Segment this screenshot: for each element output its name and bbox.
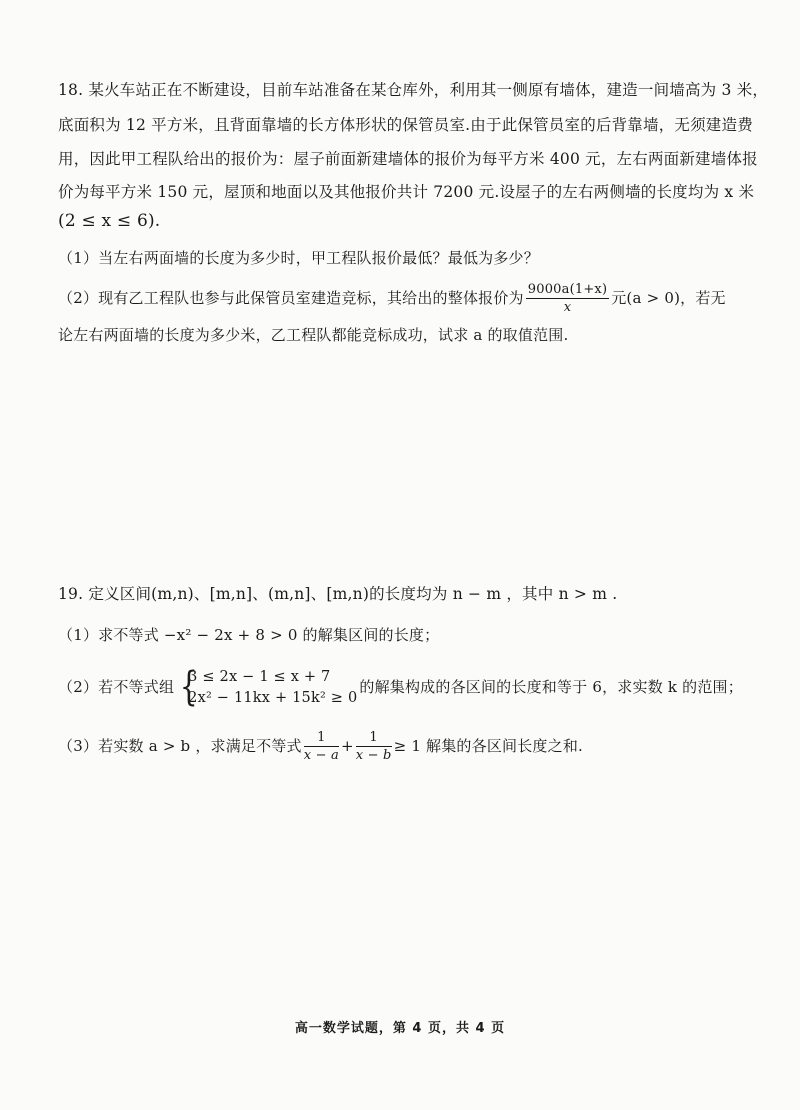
page-footer: 高一数学试题，第 4 页，共 4 页 xyxy=(294,1021,506,1036)
q19-part3-text-a: （3）若实数 a > b ，求满足不等式 xyxy=(58,737,302,755)
q18-line1: 18. 某火车站正在不断建设，目前车站准备在某仓库外，利用其一侧原有墙体，建造一间墙高为 3 米， xyxy=(58,81,769,99)
brace-symbol: { xyxy=(180,664,198,710)
q19-line1: 19. 定义区间(m,n)、[m,n]、(m,n]、[m,n)的长度均为 n − m ，其中 n > m . xyxy=(58,585,618,603)
q19-part3 xyxy=(58,730,583,764)
fraction-1-denominator: x − a xyxy=(303,748,339,763)
q19-part2-text-b: 的解集构成的各区间的长度和等于 6，求实数 k 的范围； xyxy=(359,678,743,696)
q18-line2: 底面积为 12 平方米，且背面靠墙的长方体形状的保管员室.由于此保管员室的后背靠墙，无须建造费 xyxy=(58,116,753,134)
q18-price-denominator: x xyxy=(563,300,572,315)
inequality-row-1: 3 ≤ 2x − 1 ≤ x + 7 xyxy=(188,669,331,685)
q18-part2-text-b: 元(a > 0)，若无 xyxy=(611,289,726,307)
q18-price-fraction xyxy=(526,282,609,316)
inequality-row-2: 2x² − 11kx + 15k² ≥ 0 xyxy=(188,690,358,706)
fraction-2-denominator: x − b xyxy=(355,748,392,763)
q18-part1: （1）当左右两面墙的长度为多少时，甲工程队报价最低？最低为多少？ xyxy=(58,249,539,267)
inequality-system xyxy=(176,664,358,710)
q18-line5: (2 ≤ x ≤ 6). xyxy=(58,211,161,231)
q19-part2 xyxy=(58,664,743,710)
q19-part3-text-b: ≥ 1 解集的各区间长度之和. xyxy=(393,737,583,755)
plus-sign: + xyxy=(340,737,354,755)
q18-line4: 价为每平方米 150 元，屋顶和地面以及其他报价共计 7200 元.设屋子的左右两侧墙的长度均为 x 米 xyxy=(58,183,755,201)
q18-line3: 用，因此甲工程队给出的报价为：屋子前面新建墙体的报价为每平方米 400 元，左右两面新建墙体报 xyxy=(58,150,758,168)
q19-part2-text-a: （2）若不等式组 xyxy=(58,678,175,696)
q18-price-numerator: 9000a(1+x) xyxy=(527,282,608,297)
q18-part2-text-a: （2）现有乙工程队也参与此保管员室建造竞标，其给出的整体报价为 xyxy=(58,289,524,307)
fraction-1-numerator: 1 xyxy=(304,730,339,747)
q18-part2-cont: 论左右两面墙的长度为多少米，乙工程队都能竞标成功，试求 a 的取值范围. xyxy=(58,326,569,344)
q19-fraction-1 xyxy=(304,730,339,764)
q19-fraction-2 xyxy=(356,730,392,764)
fraction-2-numerator: 1 xyxy=(356,730,392,747)
q19-part1: （1）求不等式 −x² − 2x + 8 > 0 的解集区间的长度； xyxy=(58,626,440,644)
q18-part2 xyxy=(58,282,726,316)
